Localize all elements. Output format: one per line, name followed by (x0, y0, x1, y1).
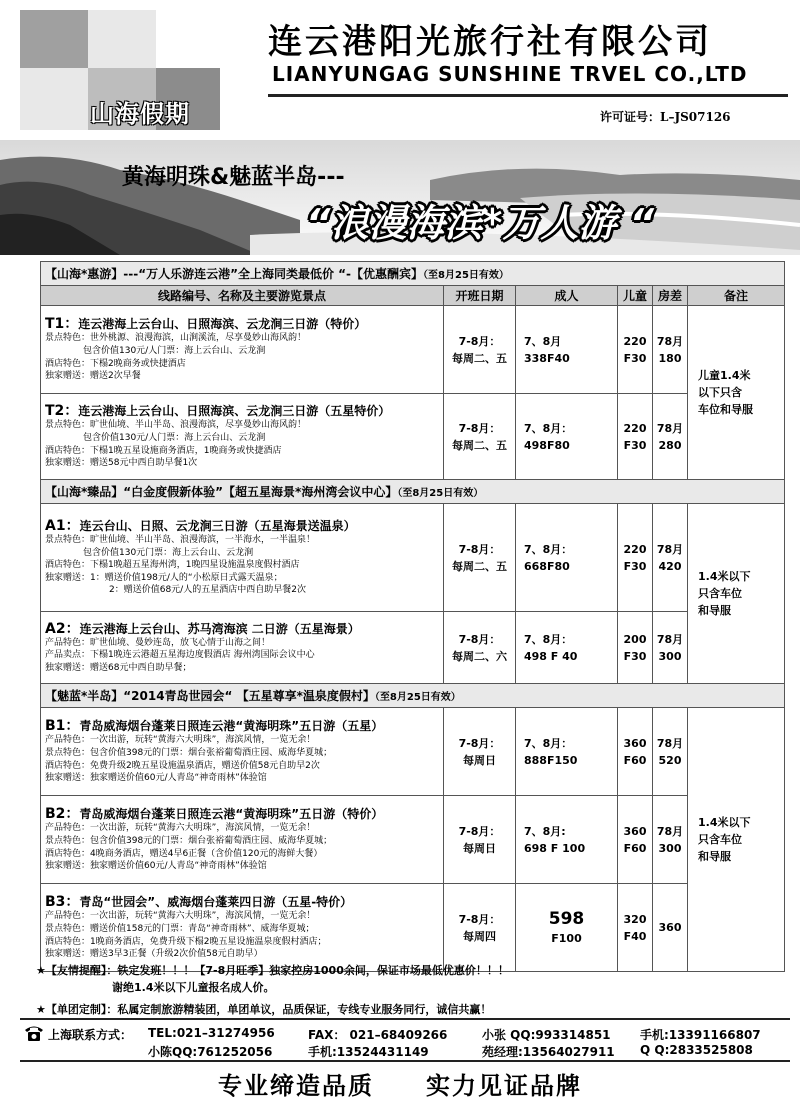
table-row (41, 884, 785, 972)
table-row (41, 708, 785, 796)
remark: 1.4米以下 只含车位 和导服 (688, 504, 785, 684)
adult-price: 7、8月： 498 F 40 (516, 612, 618, 684)
departure-date: 7-8月： 每周二、五 (444, 504, 516, 612)
qq: Q Q:2833525808 (640, 1043, 753, 1057)
zhang-qq: 小张 QQ:993314851 (482, 1028, 611, 1042)
chen-qq: 小陈QQ:761252056 (148, 1045, 273, 1059)
route-description: B3：青岛“世园会”、威海烟台蓬莱四日游（五星-特价） 产品特色：一次出游，玩转“黄海六大明珠”，海滨风情，一览无余！ 景点特色：赠送价值158元的门票：青岛“神奇雨林”、威海华夏城； 酒店特色：1晚商务酒店，免费升级下榻2晚五星设施温泉度假村酒店； 独家赠送：赠送3早3正餐（升级2次价值58元自助早） (41, 884, 444, 972)
adult-price: 7、8月： 668F80 (516, 504, 618, 612)
adult-price: 598 F100 (516, 884, 618, 972)
column-header: 开班日期 (444, 286, 516, 306)
departure-date: 7-8月： 每周二、五 (444, 306, 516, 394)
child-price: 220 F30 (618, 394, 653, 480)
manager-phone: 苑经理:13564027911 (482, 1045, 615, 1059)
room-diff: 78月 280 (653, 394, 688, 480)
room-diff: 78月 520 (653, 708, 688, 796)
contact-divider (20, 1018, 790, 1020)
table-row (41, 612, 785, 684)
route-description: B2：青岛威海烟台蓬莱日照连云港“黄海明珠”五日游（特价） 产品特色：一次出游，玩转“黄海六大明珠”，海滨风情，一览无余！ 景点特色：包含价值398元的门票：烟台张裕葡萄酒庄园、威海华夏城； 酒店特色：4晚商务酒店，赠送4早6正餐（含价值120元的海鲜大餐） 独家赠送：独家赠送价值60元/人青岛“神奇雨林”体验馆 (41, 796, 444, 884)
tel: TEL:021–31274956 (148, 1026, 275, 1040)
room-diff: 78月 180 (653, 306, 688, 394)
column-header: 儿童 (618, 286, 653, 306)
route-description: A2：连云港海上云台山、苏马湾海滨 二日游（五星海景） 产品特色：旷世仙境、曼妙连岛，放飞心情于山海之间！ 产品卖点：下榻1晚连云港超五星海边度假酒店 海州湾国际会议中心 独家赠送：赠送68元中西自助早餐； (41, 612, 444, 684)
departure-date: 7-8月： 每周二、六 (444, 612, 516, 684)
departure-date: 7-8月： 每周日 (444, 796, 516, 884)
adult-price: 7、8月 338F40 (516, 306, 618, 394)
remark: 儿童1.4米 以下只含 车位和导服 (688, 306, 785, 480)
mobile-2: 手机:13524431149 (308, 1045, 429, 1059)
table-row (41, 394, 785, 480)
section-header: 【山海*惠游】---“万人乐游连云港”全上海同类最低价 “-【优惠酬宾】（至8月25日有效） (41, 262, 785, 286)
adult-price: 7、8月： 888F150 (516, 708, 618, 796)
logo (20, 10, 220, 138)
license-number: 许可证号：L–JS07126 (600, 110, 731, 124)
room-diff: 360 (653, 884, 688, 972)
tip-reminder-child: 谢绝1.4米以下儿童报名成人价。 (112, 981, 275, 994)
child-price: 360 F60 (618, 796, 653, 884)
room-diff: 78月 420 (653, 504, 688, 612)
contact-info (0, 1024, 800, 1058)
route-description: T1：连云港海上云台山、日照海滨、云龙涧三日游（特价） 景点特色：世外桃源、浪漫海滨，山涧溪流，尽享曼妙山海风韵！ 包含价值130元/人门票：海上云台山、云龙涧 酒店特色：下榻2晚商务或快捷酒店 独家赠送：赠送2次早餐 (41, 306, 444, 394)
contact-label: 上海联系方式： (48, 1028, 133, 1042)
departure-date: 7-8月： 每周四 (444, 884, 516, 972)
section-header: 【山海*臻品】“白金度假新体验”【超五星海景*海州湾会议中心】（至8月25日有效） (41, 480, 785, 504)
banner-slogan: “浪漫海滨*万人游 “ (306, 201, 655, 245)
logo-text: 山海假期 (90, 100, 190, 128)
child-price: 220 F30 (618, 306, 653, 394)
column-header: 线路编号、名称及主要游览景点 (41, 286, 444, 306)
mobile-1: 手机:13391166807 (640, 1028, 761, 1042)
route-description: T2：连云港海上云台山、日照海滨、云龙涧三日游（五星特价） 景点特色：旷世仙境、半山半岛、浪漫海滨，尽享曼妙山海风韵！ 包含价值130元/人门票：海上云台山、云龙涧 酒店特色：下榻1晚五星设施商务酒店，1晚商务或快捷酒店 独家赠送：赠送58元中西自助早餐1次 (41, 394, 444, 480)
contact-divider-bottom (20, 1060, 790, 1062)
adult-price: 7、8月: 698 F 100 (516, 796, 618, 884)
departure-date: 7-8月： 每周二、五 (444, 394, 516, 480)
column-header: 房差 (653, 286, 688, 306)
route-description: B1：青岛威海烟台蓬莱日照连云港“黄海明珠”五日游（五星） 产品特色：一次出游，玩转“黄海六大明珠”，海滨风情，一览无余！ 景点特色：包含价值398元的门票：烟台张裕葡萄酒庄园、威海华夏城； 酒店特色：免费升级2晚五星设施温泉酒店，赠送价值58元自助早2次 独家赠送：独家赠送价值60元/人青岛“神奇雨林”体验馆 (41, 708, 444, 796)
room-diff: 78月 300 (653, 612, 688, 684)
tip-custom-group: ★【单团定制】：私属定制旅游精装团，单团单议，品质保证，专线专业服务同行，诚信共赢！ (36, 1003, 492, 1016)
company-name-en: LIANYUNGAG SUNSHINE TRVEL CO.,LTD (272, 62, 748, 86)
column-header: 成人 (516, 286, 618, 306)
route-description: A1：连云台山、日照、云龙涧三日游（五星海景送温泉） 景点特色：旷世仙境、半山半岛、浪漫海滨，一半海水，一半温泉！ 包含价值130元门票：海上云台山、云龙涧 酒店特色：下榻1晚超五星海州湾，1晚四星设施温泉度假村酒店 独家赠送：1：赠送价值198元/人的“小松原日式露天温泉； 2：赠送价值68元/人的五星酒店中西自助早餐2次 (41, 504, 444, 612)
child-price: 220 F30 (618, 504, 653, 612)
child-price: 200 F30 (618, 612, 653, 684)
banner-title: 黄海明珠&魅蓝半岛--- (122, 165, 345, 190)
child-price: 360 F60 (618, 708, 653, 796)
bottom-slogan: 专业缔造品质 实力见证品牌 (218, 1072, 582, 1100)
departure-date: 7-8月： 每周日 (444, 708, 516, 796)
adult-price: 7、8月： 498F80 (516, 394, 618, 480)
section-header: 【魅蓝*半岛】“2014青岛世园会“ 【五星尊享*温泉度假村】（至8月25日有效） (41, 684, 785, 708)
fax: FAX： 021–68409266 (308, 1028, 448, 1042)
table-row (41, 306, 785, 394)
room-diff: 78月 300 (653, 796, 688, 884)
tips-section (36, 962, 786, 1018)
header-divider (268, 94, 788, 97)
route-price-table (40, 261, 785, 972)
tip-reminder: ★【友情提醒】：铁定发班！！！【7-8月旺季】独家控房1000余间，保证市场最低优惠价！！！ (36, 964, 509, 977)
table-row (41, 796, 785, 884)
column-header: 备注 (688, 286, 785, 306)
remark: 1.4米以下 只含车位 和导服 (688, 708, 785, 972)
child-price: 320 F40 (618, 884, 653, 972)
column-header-row (41, 286, 785, 306)
table-row (41, 504, 785, 612)
company-name-cn: 连云港阳光旅行社有限公司 (268, 22, 712, 62)
